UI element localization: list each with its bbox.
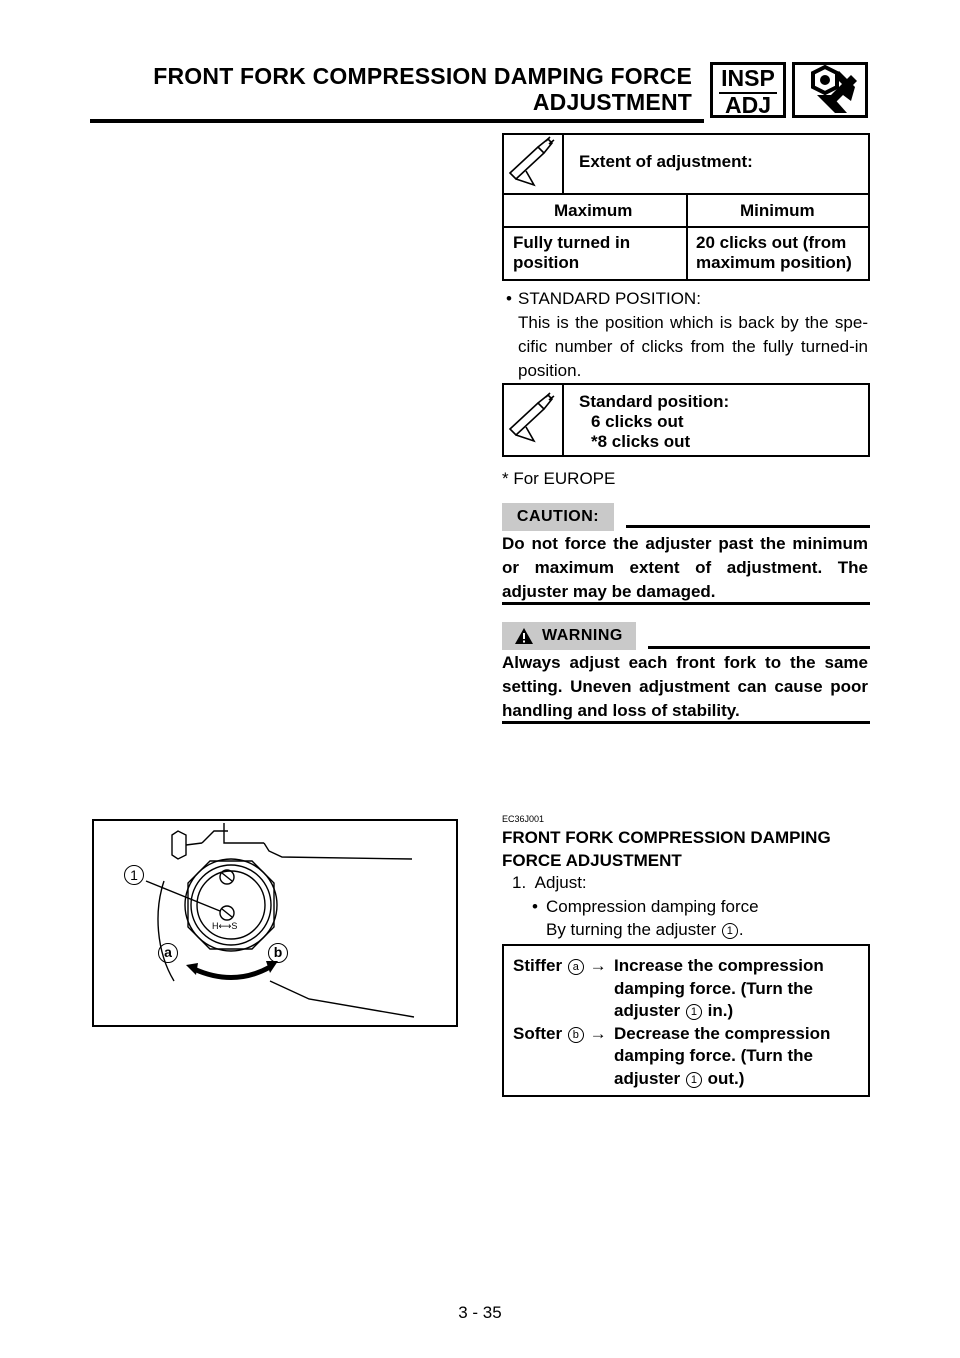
max-line1: Fully turned in: [513, 233, 631, 252]
stiffer-line3-end: in.): [707, 1001, 734, 1020]
page-number: 3 - 35: [458, 1303, 502, 1322]
standard-spec-text: [579, 392, 729, 452]
step-adjust: 1. Adjust:: [512, 873, 587, 892]
badge-adj: ADJ: [724, 92, 771, 118]
softer-arrow: →: [589, 1024, 607, 1043]
softer-line3: [614, 1068, 744, 1091]
softer-label: [513, 1023, 607, 1046]
softer-word: Softer: [513, 1024, 563, 1043]
caution-label: CAUTION:: [502, 503, 614, 531]
badge-insp: INSP: [721, 65, 775, 91]
standard-bullet: •: [506, 289, 512, 308]
softer-line3-text: adjuster: [614, 1069, 681, 1088]
standard-spec-line2: *8 clicks out: [591, 432, 691, 451]
warning-rule-top: [648, 646, 870, 649]
standard-heading: STANDARD POSITION:: [518, 289, 701, 308]
softer-line1: Decrease the compression: [614, 1024, 831, 1043]
standard-spec-line1: 6 clicks out: [591, 412, 684, 431]
callout-b: b: [568, 1027, 584, 1043]
spec-icon-cell: [504, 385, 564, 455]
item-sub-end: .: [738, 920, 744, 939]
tool-badge: [792, 62, 868, 118]
warning-triangle-icon: [514, 627, 534, 645]
caliper-icon: [504, 385, 562, 453]
caution-line3: adjuster may be damaged.: [502, 582, 716, 601]
fork-adjuster-illustration: [94, 821, 456, 1025]
standard-spec-box: [502, 383, 870, 457]
standard-line2: cific number of clicks from the fully turned-in: [518, 337, 868, 356]
adjuster-callout: 1: [686, 1004, 702, 1020]
adjuster-figure: [92, 819, 458, 1027]
insp-adj-badge: [710, 62, 786, 118]
figure-hs-label: H⟷S: [212, 921, 238, 931]
min-line2: maximum position): [696, 253, 852, 272]
wrench-gear-icon: [795, 65, 865, 115]
item-bullet: •: [532, 897, 538, 916]
header-rule: [90, 119, 704, 123]
stiffer-line1: Increase the compression: [614, 956, 824, 975]
max-value: [513, 233, 630, 273]
warning-label-pill: [502, 622, 636, 650]
col-maximum: Maximum: [554, 201, 633, 220]
header-title-line1: FRONT FORK COMPRESSION DAMPING FORCE: [153, 63, 692, 89]
caliper-icon: [504, 135, 562, 191]
softer-line3-end: out.): [707, 1069, 745, 1088]
stiffer-arrow: →: [589, 956, 607, 975]
stiffer-word: Stiffer: [513, 956, 563, 975]
adjuster-callout: 1: [722, 923, 738, 939]
section-title-line2: FORCE ADJUSTMENT: [502, 851, 682, 870]
max-line2: position: [513, 253, 580, 272]
spec-icon-cell: [504, 135, 564, 193]
standard-line3: position.: [518, 361, 582, 380]
caution-rule-bottom: [502, 602, 870, 605]
spec-col-divider: [686, 193, 688, 279]
section-code: EC36J001: [502, 814, 545, 824]
extent-title: Extent of adjustment:: [579, 152, 753, 171]
caution-line2: or maximum extent of adjustment. The: [502, 558, 868, 577]
stiffer-label: [513, 955, 607, 978]
stiffer-line2: damping force. (Turn the: [614, 979, 813, 998]
warning-label: WARNING: [542, 627, 623, 644]
callout-a: a: [568, 959, 584, 975]
col-minimum: Minimum: [740, 201, 815, 220]
extent-spec-box: [502, 133, 870, 281]
figure-callout-a: a: [158, 943, 178, 963]
item-sub: [546, 918, 744, 942]
warning-rule-bottom: [502, 721, 870, 724]
warning-line1: Always adjust each front fork to the same: [502, 653, 868, 672]
item-sub-text: By turning the adjuster: [546, 920, 717, 939]
section-title-line1: FRONT FORK COMPRESSION DAMPING: [502, 828, 831, 847]
standard-line1: This is the position which is back by the spe-: [518, 313, 868, 332]
warning-line3: handling and loss of stability.: [502, 701, 740, 720]
min-line1: 20 clicks out (from: [696, 233, 847, 252]
warning-line2: setting. Uneven adjustment can cause poor: [502, 677, 868, 696]
softer-line2: damping force. (Turn the: [614, 1046, 813, 1065]
caution-rule-top: [626, 525, 870, 528]
item-compression-damping: Compression damping force: [546, 897, 759, 916]
header-title-line2: ADJUSTMENT: [532, 89, 692, 115]
stiffer-line3: [614, 1000, 733, 1023]
min-value: [696, 233, 852, 273]
stiff-soft-box: [502, 944, 870, 1097]
figure-callout-1: 1: [124, 865, 144, 885]
adjuster-callout: 1: [686, 1072, 702, 1088]
figure-callout-b: b: [268, 943, 288, 963]
footnote: * For EUROPE: [502, 469, 616, 488]
caution-line1: Do not force the adjuster past the minimum: [502, 534, 868, 553]
stiffer-line3-text: adjuster: [614, 1001, 681, 1020]
standard-spec-title: Standard position:: [579, 392, 730, 411]
